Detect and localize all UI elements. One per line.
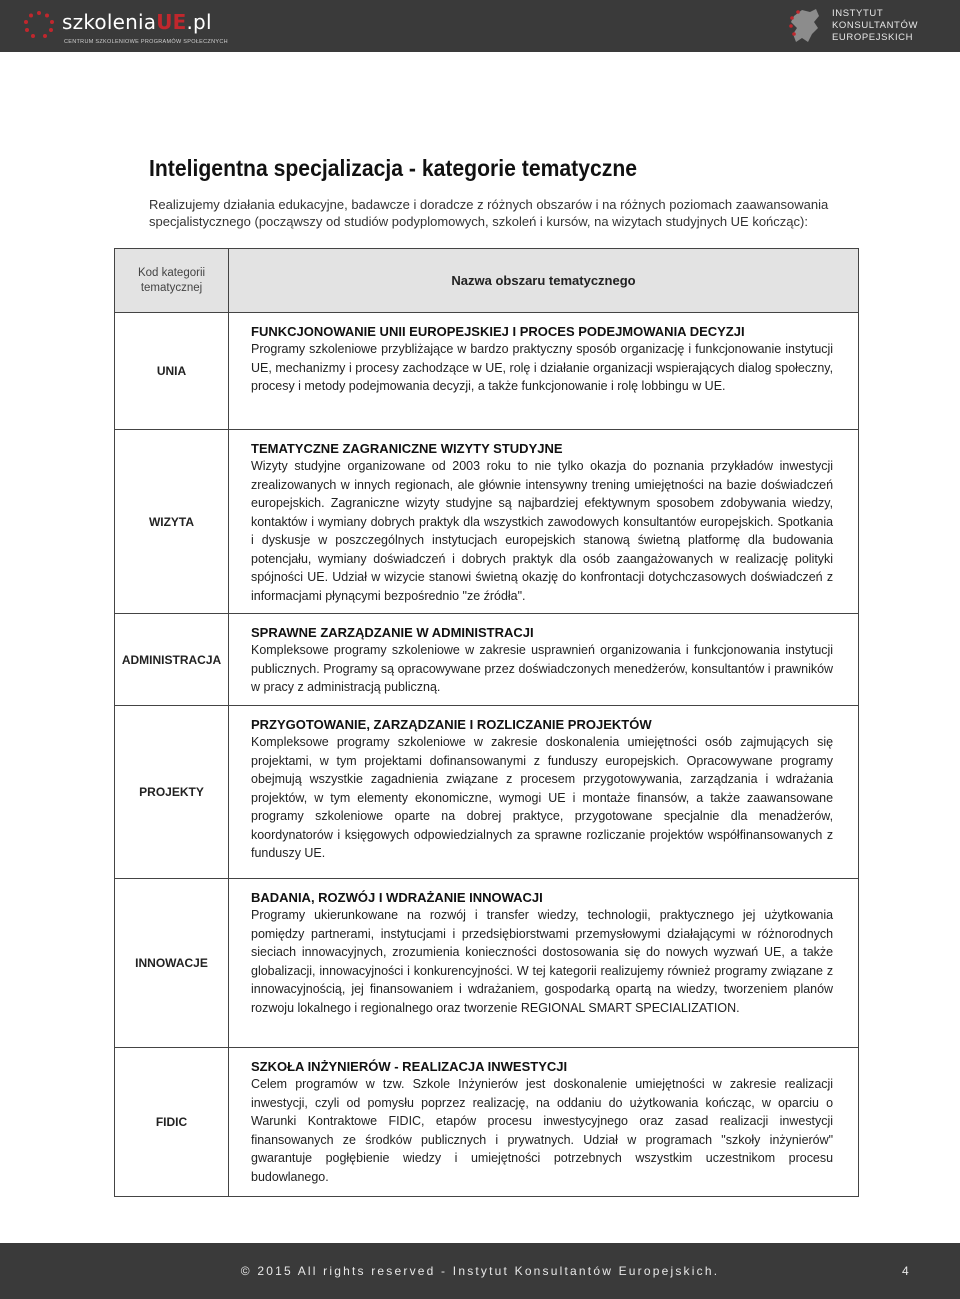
table-row <box>115 614 859 706</box>
category-code: UNIA <box>115 313 229 430</box>
category-title: PRZYGOTOWANIE, ZARZĄDZANIE I ROZLICZANIE PROJEKTÓW <box>251 717 652 732</box>
table-row <box>115 706 859 879</box>
category-text: Kompleksowe programy szkoleniowe w zakresie doskonalenia umiejętności osób zajmujących się projektami, w tym projektami dofinansowanymi z funduszy europejskich. Opracowywane programy obejmują wszystkie zagadnienia związane z procesem przygotowywania, zarządzania i wdrażania projektów, w tym elementy ekonomiczne, wymogi UE i montaże finansów, a także zaawansowane programy szkoleniowe oparte na dobrej praktyce, przygotowane specjalnie dla menadżerów, koordynatorów i księgowych odpowiedzialnych za sprawne rozliczanie projektów współfinansowanych z funduszy UE. <box>251 734 834 860</box>
category-description <box>229 430 859 614</box>
topics-table <box>114 248 859 1197</box>
copyright-text: © 2015 All rights reserved - Instytut Konsultantów Europejskich. <box>240 1264 720 1278</box>
category-title: FUNKCJONOWANIE UNII EUROPEJSKIEJ I PROCES PODEJMOWANIA DECYZJI <box>251 324 745 339</box>
category-description <box>229 313 859 430</box>
header-bar <box>0 0 960 52</box>
europe-map-icon <box>788 6 822 46</box>
category-code: ADMINISTRACJA <box>115 614 229 706</box>
logo-wordmark: szkoleniaUE.pl <box>62 10 212 34</box>
category-description <box>229 614 859 706</box>
ike-logo-text: INSTYTUT KONSULTANTÓW EUROPEJSKICH <box>832 8 919 43</box>
category-title: BADANIA, ROZWÓJ I WDRAŻANIE INNOWACJI <box>251 890 543 905</box>
category-code: WIZYTA <box>115 430 229 614</box>
category-description <box>229 706 859 879</box>
category-description <box>229 1048 859 1197</box>
category-code: FIDIC <box>115 1048 229 1197</box>
page-title: Inteligentna specjalizacja - kategorie tematyczne <box>149 155 638 181</box>
category-title: SPRAWNE ZARZĄDZANIE W ADMINISTRACJI <box>251 625 534 640</box>
ike-logo[interactable] <box>788 4 938 48</box>
table-header-row <box>115 249 859 313</box>
header-code: Kod kategorii tematycznej <box>115 249 229 313</box>
table-row <box>115 879 859 1048</box>
category-code: INNOWACJE <box>115 879 229 1048</box>
header-name: Nazwa obszaru tematycznego <box>229 249 859 313</box>
footer-bar <box>0 1243 960 1299</box>
category-title: TEMATYCZNE ZAGRANICZNE WIZYTY STUDYJNE <box>251 441 563 456</box>
category-text: Programy szkoleniowe przybliżające w bardzo praktyczny sposób organizację i funkcjonowanie instytucji UE, mechanizmy i procesy zachodzące w UE, rolę i działanie organizacji wspierających dialog społeczny, procesy i metody podejmowania decyzji, a także funkcjonowanie i rolę lobbingu w UE. <box>251 341 834 393</box>
category-description <box>229 879 859 1048</box>
intro-paragraph: Realizujemy działania edukacyjne, badawcze i doradcze z różnych obszarów i na różnych poziomach zaawansowania specjalistycznego (począwszy od studiów podyplomowych, szkoleń i kursów, na wizytach studyjnych UE kończąc): <box>149 197 829 229</box>
category-text: Programy ukierunkowane na rozwój i transfer wiedzy, technologii, praktycznego jej użytkowania pomiędzy partnerami, instytucjami i przedsiębiorstwami przemysłowymi działającymi w różnorodnych sieciach innowacyjnych, zrozumienia konieczności dostosowania się do nowych wyzwań UE, a także globalizacji, innowacyjności i konkurencyjności. W tej kategorii realizujemy również programy związane z innowacyjnością, jej finansowaniem i wdrażaniem, gospodarką opartą na wiedzy, tworzeniem planów rozwoju lokalnego i regionalnego oraz tworzenie REGIONAL SMART SPECIALIZATION. <box>251 907 834 1015</box>
category-text: Wizyty studyjne organizowane od 2003 roku to nie tylko okazja do poznania przykładów inwestycji zrealizowanych w innych regionach, ale głównie intensywny trening umiejętności na bazie doświadczeń europejskich. Zagraniczne wizyty studyjne są najbardziej efektywnym sposobem zdobywania wiedzy, kontaktów i wymiany dobrych praktyk dla wszystkich zawodowych konsultantów europejskich. Spotkania i dyskusje w poszczególnych instytucjach europejskich stanową świetną platformę dla budowania potencjału, wymiany doświadczeń i dobrych praktyk dla osób zaangażowanych w realizację polityki spójności UE. Udział w wizycie stanowi świetną okazję do konfrontacji dotychczasowych doświadczeń z informacjami płynącymi bezpośrednio "ze źródła". <box>251 458 834 603</box>
category-text: Kompleksowe programy szkoleniowe w zakresie usprawnień organizowania i funkcjonowania instytucji publicznych. Programy są opracowywane przez doświadczonych menedżerów, konsultantów i prawników w pracy z administracją publiczną. <box>251 642 834 694</box>
table-row <box>115 313 859 430</box>
page-number: 4 <box>902 1264 909 1278</box>
table-row <box>115 1048 859 1197</box>
star-circle-icon <box>22 10 56 40</box>
category-title: SZKOŁA INŻYNIERÓW - REALIZACJA INWESTYCJI <box>251 1059 568 1074</box>
table-row <box>115 430 859 614</box>
logo-tagline: CENTRUM SZKOLENIOWE PROGRAMÓW SPOŁECZNYCH <box>64 39 228 45</box>
category-text: Celem programów w tzw. Szkole Inżynierów jest doskonalenie umiejętności w zakresie realizacji inwestycji, czyli od pomysłu poprzez realizację, na oddaniu do użytkowania kończąc, w oparciu o Warunki Kontraktowe FIDIC, etapów procesu inwestycyjnego oraz zasad realizacji inwestycji finansowanych ze środków publicznych i prywatnych. Udział w programach "szkoły inżynierów" gwarantuje pogłębienie wiedzy i umiejętności potrzebnych wszystkim uczestnikom procesu budowlanego. <box>251 1076 834 1184</box>
category-code: PROJEKTY <box>115 706 229 879</box>
